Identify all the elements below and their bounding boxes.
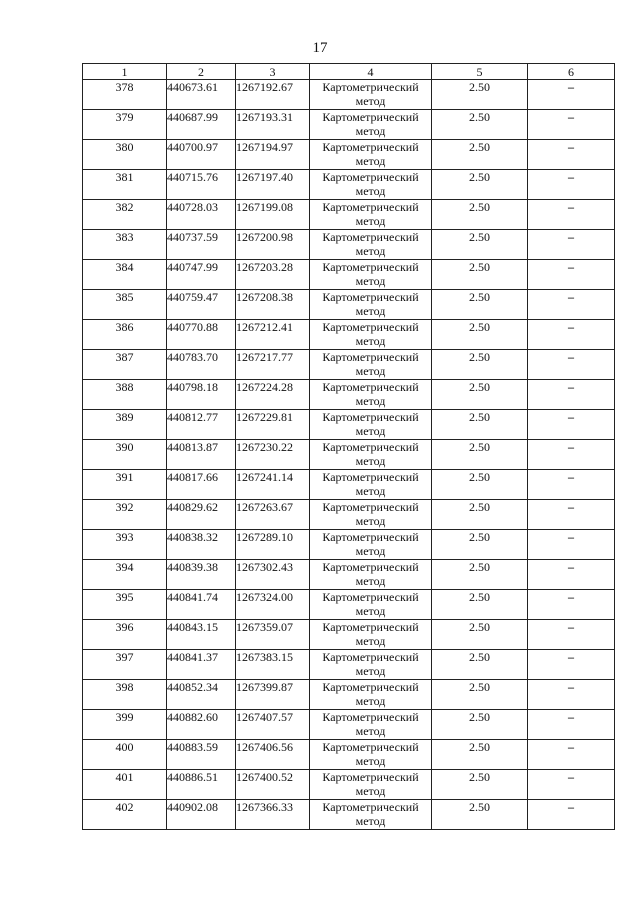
coordinate-y: 1267194.97: [236, 140, 310, 170]
coordinate-x: 440841.74: [167, 590, 236, 620]
accuracy-value: 2.50: [432, 530, 528, 560]
table-row: [83, 320, 615, 350]
method-line-2: метод: [355, 514, 386, 528]
accuracy-value: 2.50: [432, 560, 528, 590]
coordinate-y: 1267359.07: [236, 620, 310, 650]
method-cell: [310, 140, 432, 170]
note-cell: –: [528, 740, 615, 770]
point-number: 394: [83, 560, 167, 590]
point-number: 382: [83, 200, 167, 230]
coordinate-y: 1267324.00: [236, 590, 310, 620]
coordinate-x: 440882.60: [167, 710, 236, 740]
coordinate-y: 1267229.81: [236, 410, 310, 440]
accuracy-value: 2.50: [432, 320, 528, 350]
point-number: 383: [83, 230, 167, 260]
table-row: [83, 710, 615, 740]
table-row: [83, 800, 615, 830]
table-row: [83, 500, 615, 530]
point-number: 401: [83, 770, 167, 800]
note-cell: –: [528, 140, 615, 170]
method-cell: [310, 440, 432, 470]
point-number: 385: [83, 290, 167, 320]
note-cell: –: [528, 200, 615, 230]
method-line-1: Картометрический: [322, 350, 419, 364]
header-row: [83, 64, 615, 80]
method-cell: [310, 650, 432, 680]
coordinate-y: 1267217.77: [236, 350, 310, 380]
header-col-5: 5: [432, 64, 528, 80]
accuracy-value: 2.50: [432, 650, 528, 680]
coordinate-x: 440673.61: [167, 80, 236, 110]
note-cell: –: [528, 590, 615, 620]
method-line-1: Картометрический: [322, 260, 419, 274]
point-number: 380: [83, 140, 167, 170]
accuracy-value: 2.50: [432, 440, 528, 470]
header-col-1: 1: [83, 64, 167, 80]
coordinate-x: 440798.18: [167, 380, 236, 410]
accuracy-value: 2.50: [432, 380, 528, 410]
method-cell: [310, 800, 432, 830]
method-line-1: Картометрический: [322, 560, 419, 574]
point-number: 397: [83, 650, 167, 680]
method-line-2: метод: [355, 634, 386, 648]
coordinate-x: 440728.03: [167, 200, 236, 230]
coordinate-x: 440759.47: [167, 290, 236, 320]
coordinate-x: 440817.66: [167, 470, 236, 500]
coordinate-x: 440770.88: [167, 320, 236, 350]
table-row: [83, 140, 615, 170]
note-cell: –: [528, 500, 615, 530]
note-cell: –: [528, 170, 615, 200]
method-line-1: Картометрический: [322, 230, 419, 244]
coordinate-y: 1267200.98: [236, 230, 310, 260]
method-cell: [310, 530, 432, 560]
accuracy-value: 2.50: [432, 350, 528, 380]
table-row: [83, 770, 615, 800]
method-line-1: Картометрический: [322, 770, 419, 784]
method-line-1: Картометрический: [322, 620, 419, 634]
header-col-4: 4: [310, 64, 432, 80]
method-line-1: Картометрический: [322, 800, 419, 814]
coordinate-x: 440700.97: [167, 140, 236, 170]
table-row: [83, 260, 615, 290]
method-line-2: метод: [355, 724, 386, 738]
note-cell: –: [528, 530, 615, 560]
accuracy-value: 2.50: [432, 290, 528, 320]
note-cell: –: [528, 260, 615, 290]
coordinate-x: 440747.99: [167, 260, 236, 290]
table-row: [83, 590, 615, 620]
note-cell: –: [528, 620, 615, 650]
note-cell: –: [528, 800, 615, 830]
note-cell: –: [528, 440, 615, 470]
method-cell: [310, 470, 432, 500]
method-line-1: Картометрический: [322, 650, 419, 664]
note-cell: –: [528, 470, 615, 500]
method-cell: [310, 80, 432, 110]
coordinate-y: 1267208.38: [236, 290, 310, 320]
method-line-2: метод: [355, 544, 386, 558]
accuracy-value: 2.50: [432, 500, 528, 530]
coordinate-y: 1267407.57: [236, 710, 310, 740]
method-line-2: метод: [355, 274, 386, 288]
coordinate-y: 1267302.43: [236, 560, 310, 590]
method-line-1: Картометрический: [322, 110, 419, 124]
note-cell: –: [528, 320, 615, 350]
method-line-2: метод: [355, 124, 386, 138]
table-row: [83, 470, 615, 500]
coordinate-x: 440852.34: [167, 680, 236, 710]
point-number: 391: [83, 470, 167, 500]
method-line-2: метод: [355, 664, 386, 678]
table-row: [83, 380, 615, 410]
accuracy-value: 2.50: [432, 170, 528, 200]
method-line-2: метод: [355, 154, 386, 168]
method-cell: [310, 320, 432, 350]
table-row: [83, 80, 615, 110]
table-row: [83, 290, 615, 320]
method-cell: [310, 560, 432, 590]
method-cell: [310, 710, 432, 740]
coordinate-y: 1267400.52: [236, 770, 310, 800]
note-cell: –: [528, 770, 615, 800]
method-line-1: Картометрический: [322, 440, 419, 454]
note-cell: –: [528, 650, 615, 680]
method-line-2: метод: [355, 754, 386, 768]
method-cell: [310, 410, 432, 440]
coordinate-y: 1267289.10: [236, 530, 310, 560]
table-row: [83, 680, 615, 710]
accuracy-value: 2.50: [432, 110, 528, 140]
method-line-2: метод: [355, 784, 386, 798]
coordinate-y: 1267230.22: [236, 440, 310, 470]
table-row: [83, 350, 615, 380]
table-row: [83, 650, 615, 680]
point-number: 396: [83, 620, 167, 650]
point-number: 388: [83, 380, 167, 410]
method-cell: [310, 680, 432, 710]
method-cell: [310, 200, 432, 230]
method-cell: [310, 380, 432, 410]
coordinates-table: [82, 63, 615, 830]
point-number: 402: [83, 800, 167, 830]
method-cell: [310, 620, 432, 650]
table-row: [83, 740, 615, 770]
point-number: 381: [83, 170, 167, 200]
note-cell: –: [528, 380, 615, 410]
coordinate-x: 440687.99: [167, 110, 236, 140]
method-line-1: Картометрический: [322, 530, 419, 544]
coordinate-x: 440737.59: [167, 230, 236, 260]
coordinate-y: 1267406.56: [236, 740, 310, 770]
accuracy-value: 2.50: [432, 140, 528, 170]
table-row: [83, 530, 615, 560]
accuracy-value: 2.50: [432, 770, 528, 800]
coordinate-x: 440715.76: [167, 170, 236, 200]
coordinate-y: 1267199.08: [236, 200, 310, 230]
method-line-2: метод: [355, 424, 386, 438]
method-line-2: метод: [355, 574, 386, 588]
header-col-6: 6: [528, 64, 615, 80]
method-cell: [310, 740, 432, 770]
point-number: 379: [83, 110, 167, 140]
point-number: 378: [83, 80, 167, 110]
coordinate-x: 440886.51: [167, 770, 236, 800]
coordinate-y: 1267263.67: [236, 500, 310, 530]
accuracy-value: 2.50: [432, 620, 528, 650]
method-cell: [310, 350, 432, 380]
accuracy-value: 2.50: [432, 410, 528, 440]
point-number: 389: [83, 410, 167, 440]
coordinate-x: 440883.59: [167, 740, 236, 770]
table-row: [83, 440, 615, 470]
method-cell: [310, 590, 432, 620]
method-line-1: Картометрический: [322, 380, 419, 394]
note-cell: –: [528, 110, 615, 140]
coordinate-y: 1267366.33: [236, 800, 310, 830]
coordinate-y: 1267383.15: [236, 650, 310, 680]
accuracy-value: 2.50: [432, 260, 528, 290]
coordinate-x: 440843.15: [167, 620, 236, 650]
method-line-1: Картометрический: [322, 470, 419, 484]
method-line-1: Картометрический: [322, 200, 419, 214]
coordinate-y: 1267399.87: [236, 680, 310, 710]
method-line-1: Картометрический: [322, 410, 419, 424]
point-number: 384: [83, 260, 167, 290]
table-row: [83, 200, 615, 230]
note-cell: –: [528, 80, 615, 110]
method-cell: [310, 110, 432, 140]
method-line-2: метод: [355, 214, 386, 228]
method-cell: [310, 170, 432, 200]
method-line-1: Картометрический: [322, 500, 419, 514]
point-number: 387: [83, 350, 167, 380]
method-line-1: Картометрический: [322, 290, 419, 304]
note-cell: –: [528, 350, 615, 380]
method-cell: [310, 290, 432, 320]
header-col-3: 3: [236, 64, 310, 80]
table-body: [83, 80, 615, 830]
method-line-1: Картометрический: [322, 680, 419, 694]
method-line-2: метод: [355, 184, 386, 198]
table-header: [83, 64, 615, 80]
page-number: 17: [312, 40, 328, 56]
note-cell: –: [528, 560, 615, 590]
point-number: 399: [83, 710, 167, 740]
coordinate-x: 440839.38: [167, 560, 236, 590]
method-line-2: метод: [355, 454, 386, 468]
coordinate-x: 440812.77: [167, 410, 236, 440]
coordinate-y: 1267203.28: [236, 260, 310, 290]
coordinate-x: 440783.70: [167, 350, 236, 380]
note-cell: –: [528, 230, 615, 260]
method-line-1: Картометрический: [322, 140, 419, 154]
method-line-1: Картометрический: [322, 80, 419, 94]
method-line-2: метод: [355, 394, 386, 408]
method-line-1: Картометрический: [322, 710, 419, 724]
accuracy-value: 2.50: [432, 230, 528, 260]
method-cell: [310, 260, 432, 290]
point-number: 386: [83, 320, 167, 350]
coordinate-y: 1267197.40: [236, 170, 310, 200]
method-line-1: Картометрический: [322, 320, 419, 334]
method-line-1: Картометрический: [322, 170, 419, 184]
note-cell: –: [528, 290, 615, 320]
method-line-2: метод: [355, 304, 386, 318]
accuracy-value: 2.50: [432, 680, 528, 710]
accuracy-value: 2.50: [432, 800, 528, 830]
accuracy-value: 2.50: [432, 200, 528, 230]
coordinate-x: 440813.87: [167, 440, 236, 470]
point-number: 390: [83, 440, 167, 470]
table-row: [83, 110, 615, 140]
coordinate-x: 440841.37: [167, 650, 236, 680]
note-cell: –: [528, 410, 615, 440]
note-cell: –: [528, 710, 615, 740]
accuracy-value: 2.50: [432, 590, 528, 620]
table-row: [83, 230, 615, 260]
method-cell: [310, 500, 432, 530]
method-line-2: метод: [355, 244, 386, 258]
coordinate-y: 1267241.14: [236, 470, 310, 500]
accuracy-value: 2.50: [432, 710, 528, 740]
accuracy-value: 2.50: [432, 470, 528, 500]
coordinate-x: 440838.32: [167, 530, 236, 560]
point-number: 393: [83, 530, 167, 560]
method-line-2: метод: [355, 694, 386, 708]
accuracy-value: 2.50: [432, 80, 528, 110]
coordinate-y: 1267193.31: [236, 110, 310, 140]
point-number: 400: [83, 740, 167, 770]
method-line-1: Картометрический: [322, 590, 419, 604]
coordinate-x: 440902.08: [167, 800, 236, 830]
table-row: [83, 620, 615, 650]
coordinate-x: 440829.62: [167, 500, 236, 530]
method-line-2: метод: [355, 814, 386, 828]
method-cell: [310, 770, 432, 800]
point-number: 398: [83, 680, 167, 710]
accuracy-value: 2.50: [432, 740, 528, 770]
note-cell: –: [528, 680, 615, 710]
method-line-2: метод: [355, 604, 386, 618]
table-row: [83, 560, 615, 590]
table-row: [83, 170, 615, 200]
method-line-2: метод: [355, 484, 386, 498]
method-line-1: Картометрический: [322, 740, 419, 754]
method-line-2: метод: [355, 364, 386, 378]
method-line-2: метод: [355, 334, 386, 348]
point-number: 395: [83, 590, 167, 620]
point-number: 392: [83, 500, 167, 530]
method-line-2: метод: [355, 94, 386, 108]
header-col-2: 2: [167, 64, 236, 80]
table-row: [83, 410, 615, 440]
coordinate-y: 1267212.41: [236, 320, 310, 350]
method-cell: [310, 230, 432, 260]
coordinate-y: 1267192.67: [236, 80, 310, 110]
coordinate-y: 1267224.28: [236, 380, 310, 410]
